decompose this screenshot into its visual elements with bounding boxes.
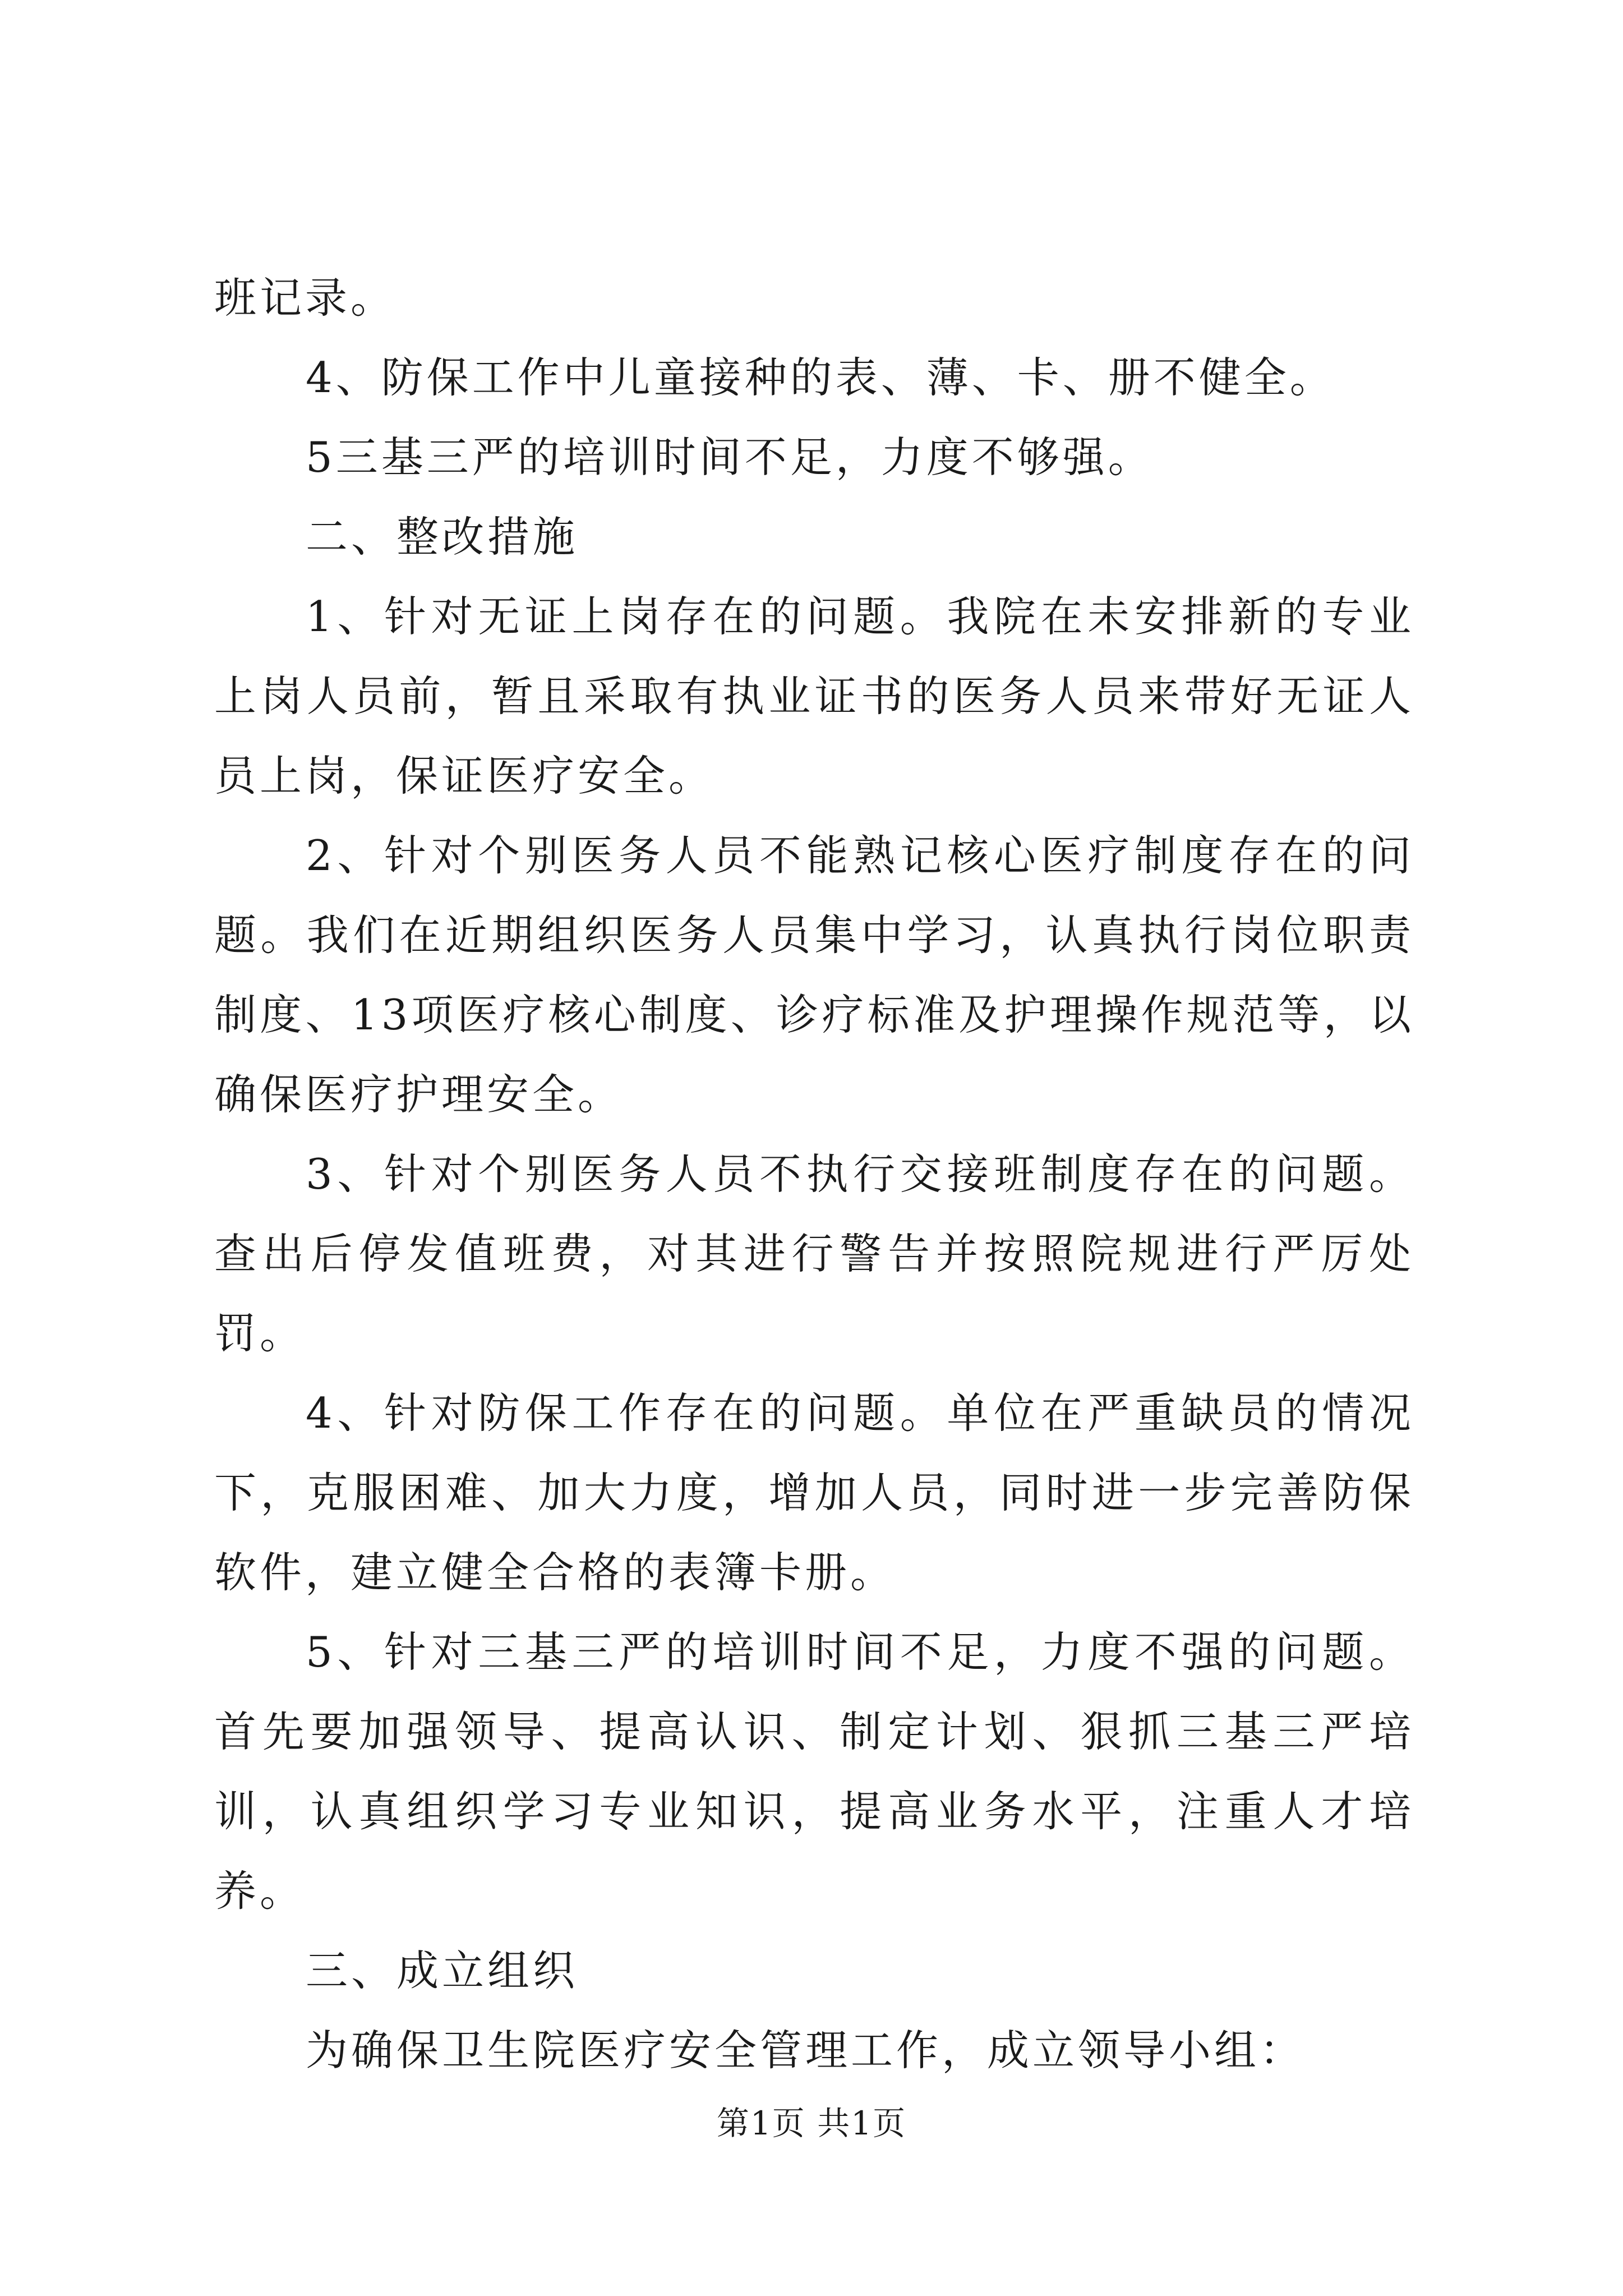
paragraph-measure-4: 4、针对防保工作存在的问题。单位在严重缺员的情况下，克服困难、加大力度，增加人员，同时进一步完善防保软件，建立健全合格的表簿卡册。: [214, 1388, 1414, 1597]
section-heading-organization: 三、成立组织: [306, 1946, 579, 1995]
document-body: [214, 258, 1414, 2090]
paragraph-continuation: 班记录。: [214, 273, 396, 323]
paragraph-issue-5: 5三基三严的培训时间不足，力度不够强。: [306, 432, 1154, 482]
paragraph-measure-5: 5、针对三基三严的培训时间不足，力度不强的问题。首先要加强领导、提高认识、制定计划、狠抓三基三严培训，认真组织学习专业知识，提高业务水平，注重人才培养。: [214, 1627, 1414, 1916]
paragraph-measure-3: 3、针对个别医务人员不执行交接班制度存在的问题。查出后停发值班费，对其进行警告并按照院规进行严厉处罚。: [214, 1149, 1414, 1358]
paragraph-measure-2: 2、针对个别医务人员不能熟记核心医疗制度存在的问题。我们在近期组织医务人员集中学习，认真执行岗位职责制度、13项医疗核心制度、诊疗标准及护理操作规范等，以确保医疗护理安全。: [214, 831, 1414, 1119]
page-footer: 第1页 共1页: [716, 2104, 907, 2142]
paragraph-leadership-group: 为确保卫生院医疗安全管理工作，成立领导小组：: [306, 2026, 1306, 2075]
paragraph-measure-1: 1、针对无证上岗存在的问题。我院在未安排新的专业上岗人员前，暂且采取有执业证书的医务人员来带好无证人员上岗，保证医疗安全。: [214, 592, 1414, 800]
paragraph-issue-4: 4、防保工作中儿童接种的表、薄、卡、册不健全。: [306, 353, 1335, 402]
section-heading-rectification: 二、整改措施: [306, 512, 579, 562]
